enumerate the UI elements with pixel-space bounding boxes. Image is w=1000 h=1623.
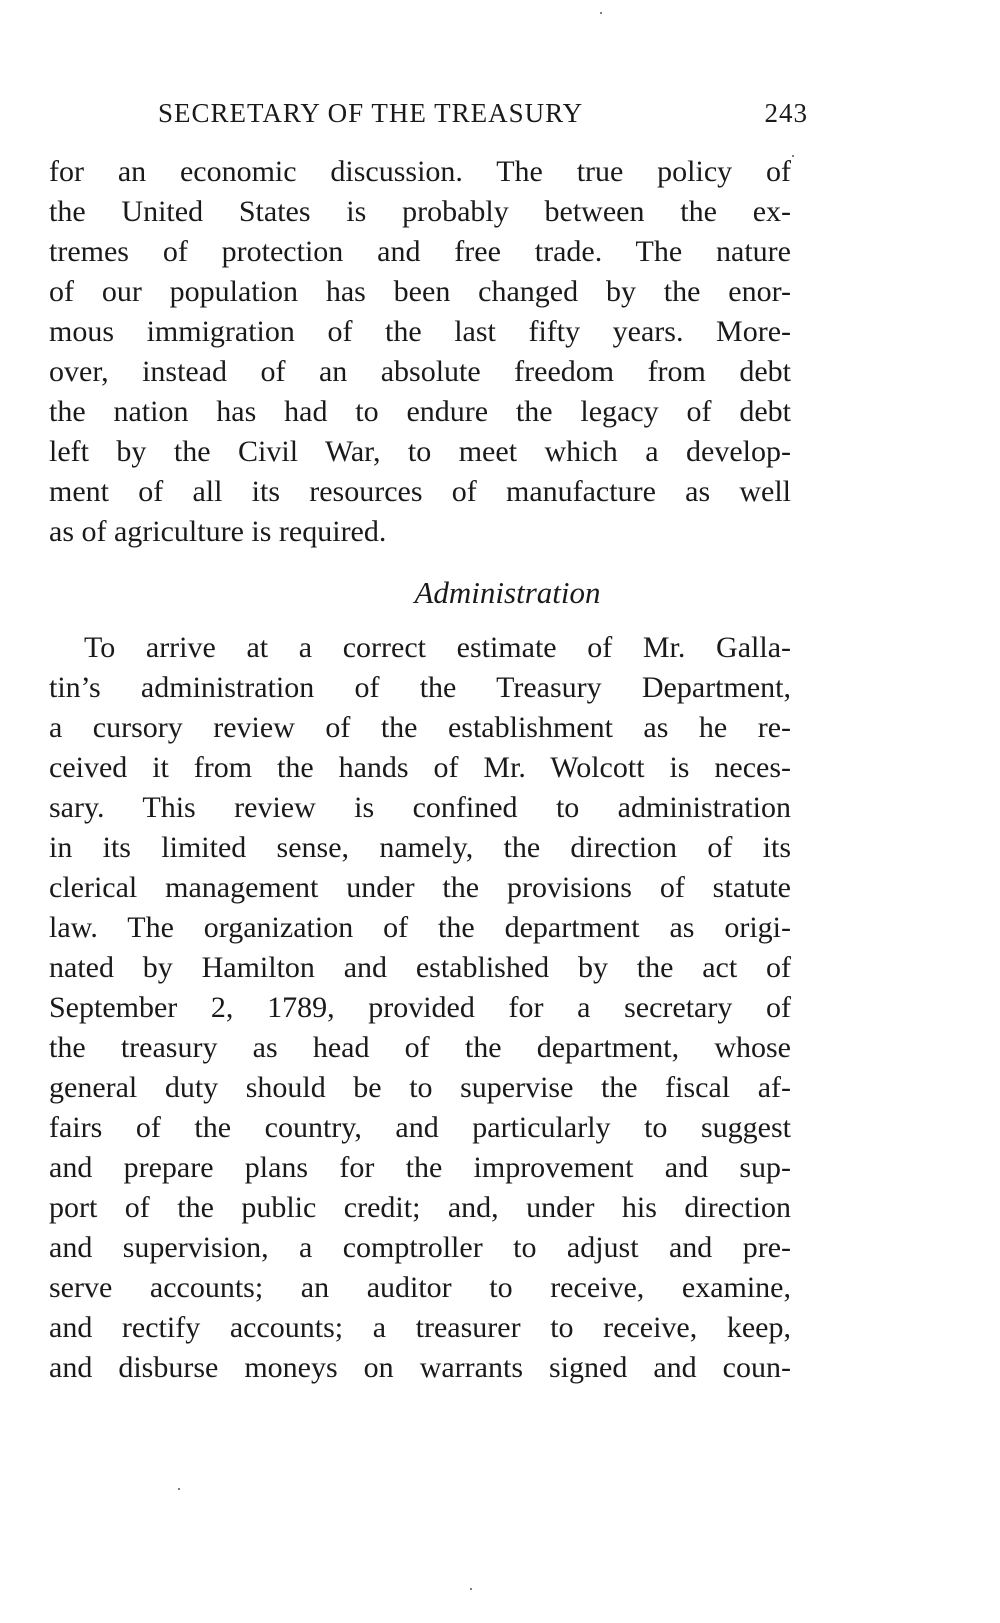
text-line: nated by Hamilton and established by the act of <box>49 951 791 984</box>
text-line: over, instead of an absolute freedom from debt <box>49 355 791 388</box>
text-line: left by the Civil War, to meet which a develop- <box>49 435 791 468</box>
text-line: tin’s administration of the Treasury Department, <box>49 671 791 704</box>
text-line: ceived it from the hands of Mr. Wolcott is neces- <box>49 751 791 784</box>
text-line: general duty should be to supervise the fiscal af- <box>49 1071 791 1104</box>
text-line: the treasury as head of the department, whose <box>49 1031 791 1064</box>
page-number: 243 <box>764 98 808 128</box>
text-line: the United States is probably between the ex- <box>49 195 791 228</box>
section-heading: Administration <box>414 575 601 610</box>
text-line: fairs of the country, and particularly to suggest <box>49 1111 791 1144</box>
text-line: for an economic discussion. The true policy of <box>49 155 791 188</box>
text-line: tremes of protection and free trade. The nature <box>49 235 791 268</box>
text-line: ment of all its resources of manufacture as well <box>49 475 791 508</box>
scan-speck <box>792 155 794 157</box>
paragraph-administration <box>49 628 791 1388</box>
text-line: and supervision, a comptroller to adjust and pre- <box>49 1231 791 1264</box>
text-line: of our population has been changed by the enor- <box>49 275 791 308</box>
text-line: a cursory review of the establishment as he re- <box>49 711 791 744</box>
text-line: as of agriculture is required. <box>49 515 387 548</box>
text-line: sary. This review is confined to administration <box>49 791 791 824</box>
text-line: the nation has had to endure the legacy of debt <box>49 395 791 428</box>
scan-speck <box>178 1488 180 1490</box>
text-line: law. The organization of the department as origi- <box>49 911 791 944</box>
paragraph-economic-policy <box>49 152 791 552</box>
text-line: mous immigration of the last fifty years. More- <box>49 315 791 348</box>
text-line: and prepare plans for the improvement and sup- <box>49 1151 791 1184</box>
scan-speck <box>470 1588 472 1590</box>
scan-speck <box>600 12 602 14</box>
text-line: and disburse moneys on warrants signed and coun- <box>49 1351 791 1384</box>
text-line: September 2, 1789, provided for a secretary of <box>49 991 791 1024</box>
text-line: port of the public credit; and, under his direction <box>49 1191 791 1224</box>
running-title: SECRETARY OF THE TREASURY <box>158 98 584 128</box>
text-line: and rectify accounts; a treasurer to receive, keep, <box>49 1311 791 1344</box>
text-line: To arrive at a correct estimate of Mr. Galla- <box>84 631 791 664</box>
running-head <box>158 98 808 138</box>
text-line: clerical management under the provisions of statute <box>49 871 791 904</box>
text-line: in its limited sense, namely, the direction of its <box>49 831 791 864</box>
text-line: serve accounts; an auditor to receive, examine, <box>49 1271 791 1304</box>
